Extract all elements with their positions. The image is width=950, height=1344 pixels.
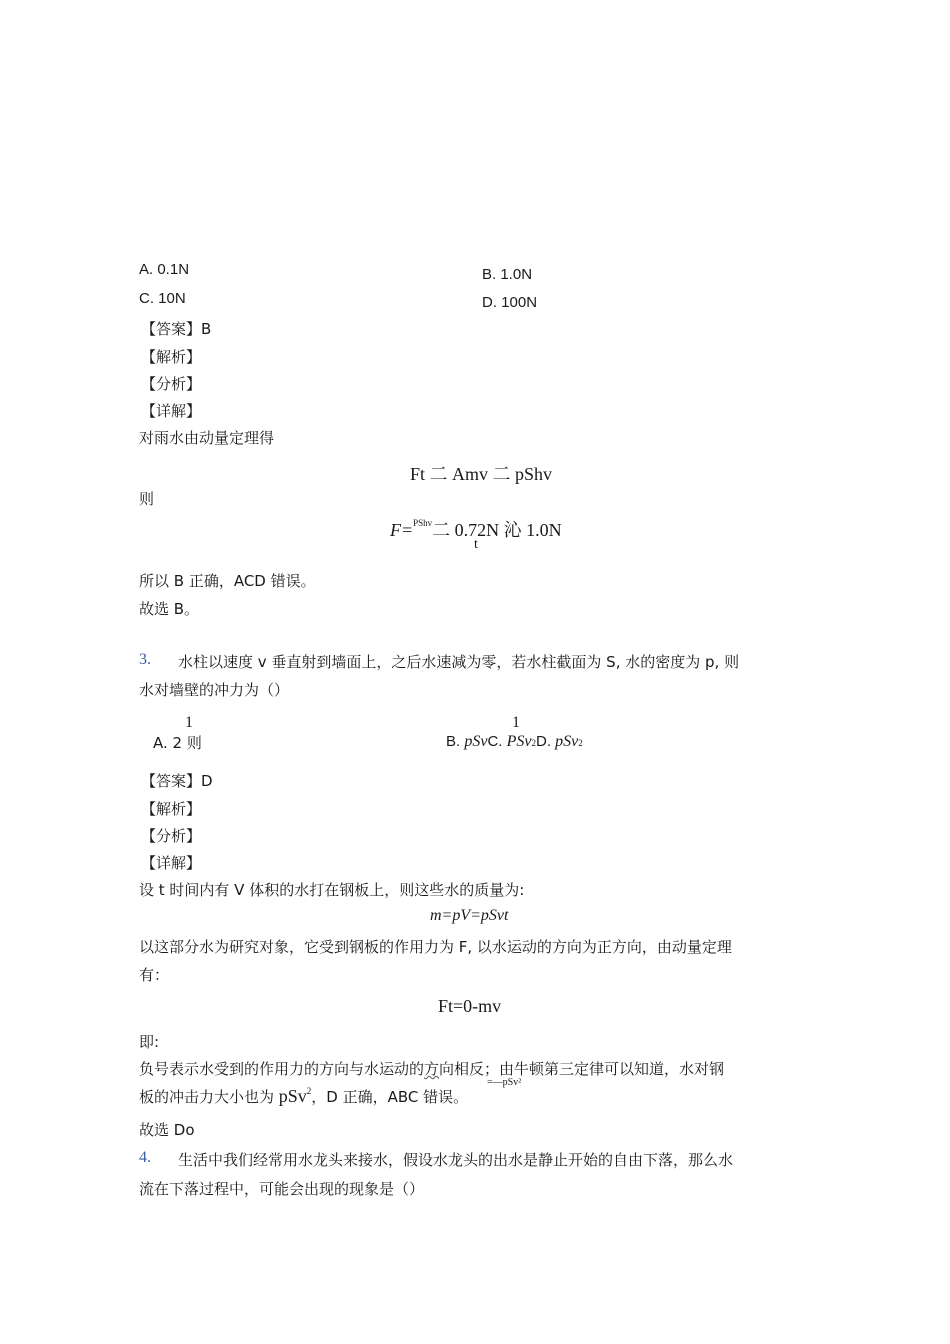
q3-option-d-math: pSv [555, 733, 579, 750]
q2-eq2-numerator: PShv [413, 518, 433, 528]
q2-detail-heading: 【详解】 [141, 402, 202, 420]
q2-option-c: C. 10N [139, 290, 186, 307]
q3-option-c-math: PSv [506, 733, 532, 750]
q3-line5-sup: 2 [306, 1086, 312, 1096]
q3-choose: 故选 Do [139, 1121, 195, 1139]
q4-stem-line-1: 生活中我们经常用水龙头来接水，假设水龙头的出水是静止开始的自由下落，那么水 [178, 1151, 734, 1169]
q3-overlay-fraction: =—pSv² [487, 1077, 522, 1088]
q3-line5-part-a: 板的冲击力大小也为 [139, 1088, 279, 1106]
q3-option-c-sub: 2 [531, 738, 536, 748]
q3-equation-1: m=pV=pSvt [430, 907, 509, 924]
q3-options-bcd [446, 731, 583, 751]
q2-answer: 【答案】B [141, 320, 212, 338]
q2-option-a: A. 0.1N [139, 261, 190, 278]
q3-option-d-sub: 2 [578, 738, 583, 748]
q3-stem-line-1: 水柱以速度 v 垂直射到墙面上，之后水速减为零，若水柱截面为 S, 水的密度为 p, 则 [178, 653, 740, 671]
q3-option-a-fraction-top: 1 [185, 714, 193, 731]
q3-option-c-label: C. [487, 733, 507, 750]
q3-option-c-fraction-top: 1 [512, 714, 520, 731]
q3-solution-line-1: 设 t 时间内有 V 体积的水打在钢板上，则这些水的质量为: [139, 881, 525, 899]
q3-option-b-label: B. [446, 733, 465, 750]
q3-number: 3. [139, 651, 151, 668]
q3-solution-line-2: 以这部分水为研究对象，它受到钢板的作用力为 F, 以水运动的方向为正方向，由动量定理 [139, 938, 732, 956]
q3-fenxi-heading: 【分析】 [141, 827, 202, 845]
q2-fenxi-heading: 【分析】 [141, 375, 202, 393]
q3-answer: 【答案】D [141, 772, 213, 790]
q3-option-a: A. 2 则 [153, 734, 202, 752]
q3-detail-heading: 【详解】 [141, 854, 202, 872]
q2-solution-line: 对雨水由动量定理得 [139, 429, 275, 447]
q2-option-b: B. 1.0N [482, 266, 533, 283]
q3-analysis-heading: 【解析】 [141, 800, 202, 818]
q3-line4-part-c: 向相反；由牛顿第三定律可以知道，水对钢 [439, 1060, 725, 1078]
q3-ji: 即: [139, 1033, 160, 1051]
q2-equation-1: Ft 二 Amv 二 pShv [410, 464, 553, 484]
q2-eq2-rest: 二 0.72N 沁 1.0N [432, 520, 562, 540]
q3-equation-2: Ft=0-mv [438, 996, 502, 1016]
q3-option-d-label: D. [536, 733, 556, 750]
q2-analysis-heading: 【解析】 [141, 348, 202, 366]
q2-conclusion: 所以 B 正确，ACD 错误。 [139, 572, 316, 590]
q3-line5-math: pSv [278, 1086, 307, 1106]
q4-stem-line-2: 流在下落过程中，可能会出现的现象是（） [139, 1180, 425, 1198]
q2-eq2-denominator: t [474, 537, 478, 552]
q3-stem-line-2: 水对墙壁的冲力为（） [139, 681, 290, 699]
q3-solution-line-4 [139, 1058, 724, 1079]
q3-solution-line-3: 有： [139, 966, 170, 984]
q4-number: 4. [139, 1149, 151, 1166]
q3-line4-part-a: 负号表示水受到的作用力的方向与水运动的 [139, 1060, 425, 1078]
q3-line4-part-b: 方 [424, 1060, 440, 1078]
q3-solution-line-5 [139, 1086, 468, 1107]
q3-option-b-math: pSv [464, 733, 488, 750]
q3-line5-part-b: ，D 正确，ABC 错误。 [311, 1088, 469, 1106]
q2-choose: 故选 B。 [139, 600, 200, 618]
q2-option-d: D. 100N [482, 294, 538, 307]
q2-eq2-f: F= [390, 520, 414, 540]
q2-ze: 则 [139, 490, 155, 508]
